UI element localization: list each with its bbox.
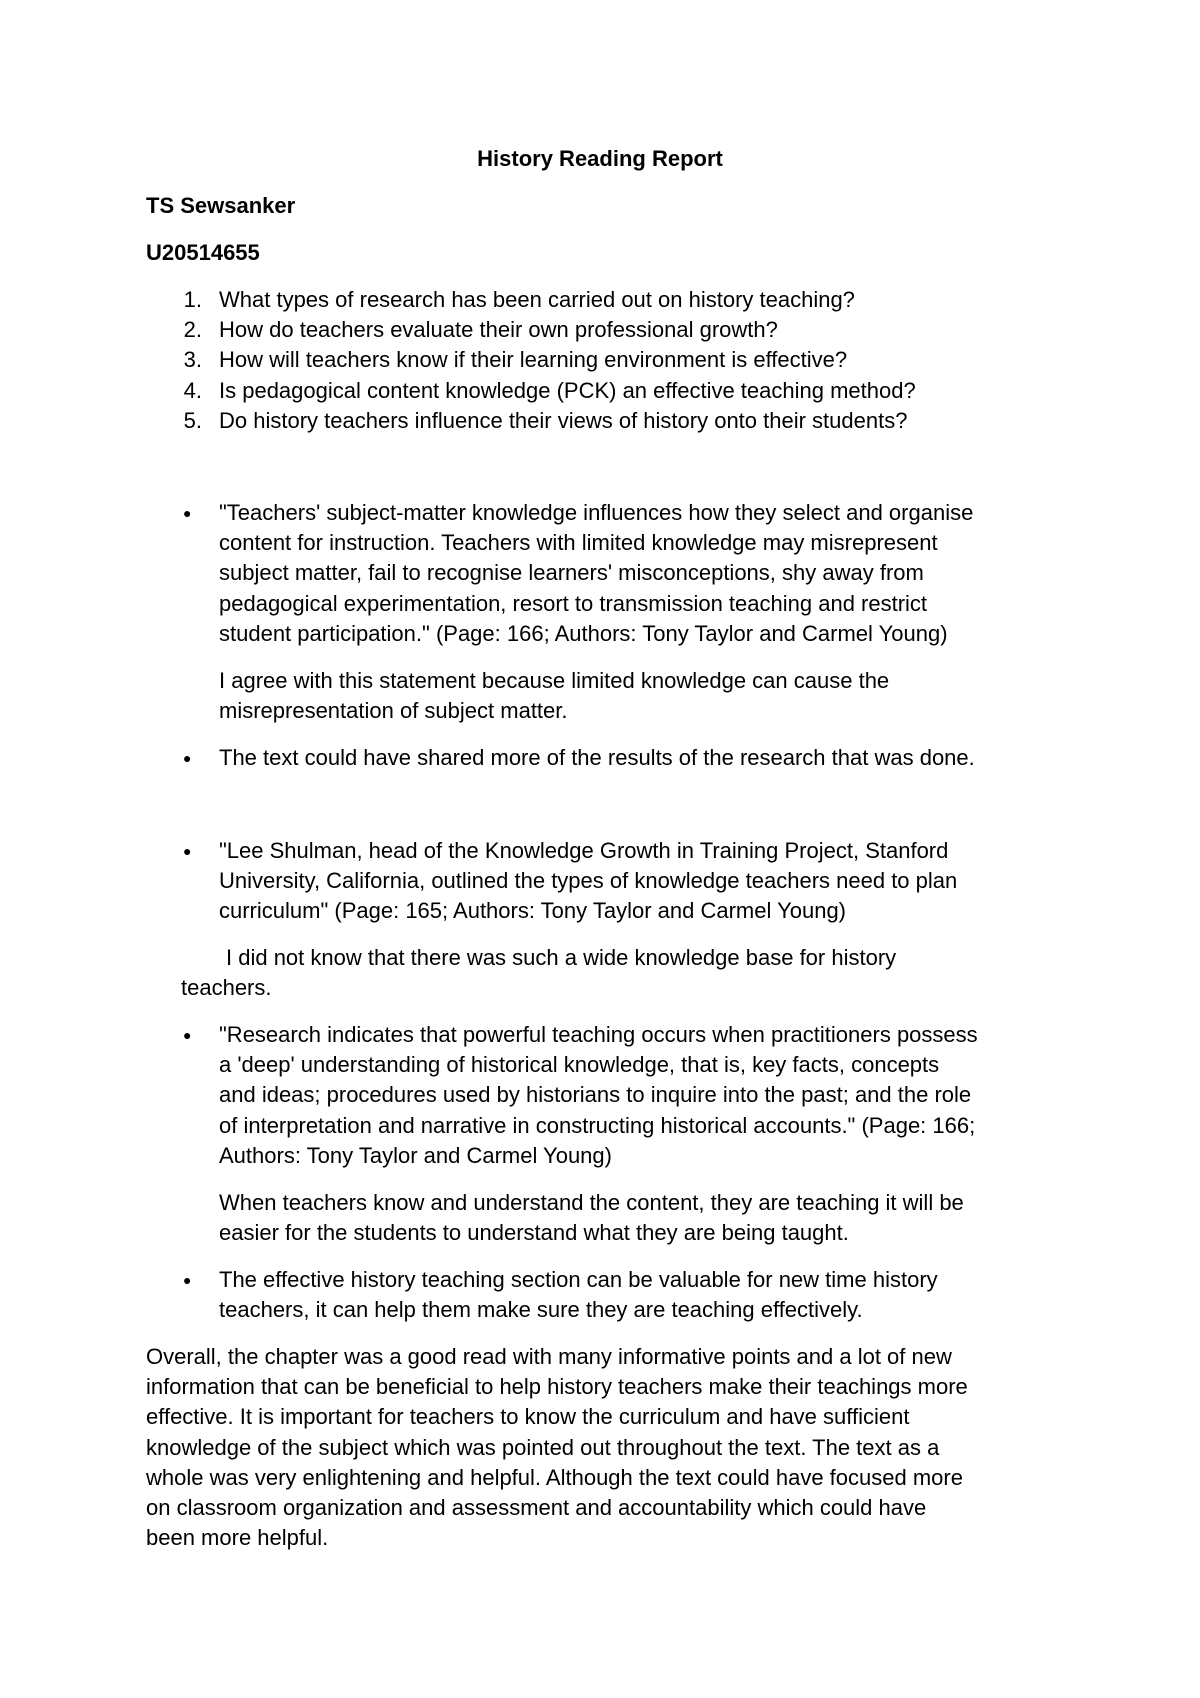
question-text: How will teachers know if their learning environment is effective? <box>219 347 848 372</box>
bullet-icon: ● <box>183 1027 192 1043</box>
page-title: History Reading Report <box>477 146 723 171</box>
question-text: Do history teachers influence their views of history onto their students? <box>219 408 908 433</box>
quote-line: subject matter, fail to recognise learners' misconceptions, shy away from <box>219 560 924 586</box>
question-text: Is pedagogical content knowledge (PCK) an effective teaching method? <box>219 378 916 403</box>
question-text: What types of research has been carried out on history teaching? <box>219 287 855 312</box>
question-number: 2. <box>183 317 202 342</box>
question-number: 3. <box>183 347 202 372</box>
bullet-icon: ● <box>183 1272 192 1288</box>
quote-block <box>219 836 957 927</box>
conclusion-line: whole was very enlightening and helpful. Although the text could have focused more <box>146 1464 963 1490</box>
student-number: U20514655 <box>146 240 260 265</box>
question-text: How do teachers evaluate their own professional growth? <box>219 317 778 342</box>
quote-line: "Teachers' subject-matter knowledge influences how they select and organise <box>219 500 974 525</box>
response-line: When teachers know and understand the content, they are teaching it will be <box>219 1190 964 1215</box>
conclusion-line: Overall, the chapter was a good read with many informative points and a lot of new <box>146 1344 952 1369</box>
quote-line: a 'deep' understanding of historical knowledge, that is, key facts, concepts <box>219 1052 940 1078</box>
bullet-icon: ● <box>183 505 192 521</box>
quote-line: "Lee Shulman, head of the Knowledge Growth in Training Project, Stanford <box>219 838 949 863</box>
conclusion-line: effective. It is important for teachers to know the curriculum and have sufficient <box>146 1404 910 1430</box>
quote-response <box>219 666 889 726</box>
conclusion-line: been more helpful. <box>146 1525 329 1551</box>
conclusion-line: information that can be beneficial to help history teachers make their teachings more <box>146 1374 968 1400</box>
critique-line: The effective history teaching section can be valuable for new time history <box>219 1267 938 1292</box>
critique-text: The text could have shared more of the results of the research that was done. <box>219 745 975 770</box>
author-name: TS Sewsanker <box>146 193 296 218</box>
quote-line: student participation." (Page: 166; Authors: Tony Taylor and Carmel Young) <box>219 620 948 646</box>
quote-line: University, California, outlined the types of knowledge teachers need to plan <box>219 868 958 894</box>
conclusion-paragraph <box>146 1342 968 1553</box>
quote-line: pedagogical experimentation, resort to transmission teaching and restrict <box>219 590 928 616</box>
response-line: misrepresentation of subject matter. <box>219 698 568 724</box>
question-number: 4. <box>183 378 202 403</box>
bullet-icon: ● <box>183 843 192 859</box>
question-number: 1. <box>183 287 202 312</box>
quote-block <box>219 1020 978 1171</box>
quote-line: of interpretation and narrative in constructing historical accounts." (Page: 166; <box>219 1112 976 1138</box>
conclusion-line: knowledge of the subject which was pointed out throughout the text. The text as a <box>146 1434 940 1460</box>
quote-line: Authors: Tony Taylor and Carmel Young) <box>219 1142 612 1168</box>
quote-line: curriculum" (Page: 165; Authors: Tony Taylor and Carmel Young) <box>219 898 847 924</box>
critique-block <box>219 1265 938 1325</box>
quote-block <box>219 498 973 649</box>
question-number: 5. <box>183 408 202 433</box>
response-line: I agree with this statement because limited knowledge can cause the <box>219 668 890 693</box>
conclusion-line: on classroom organization and assessment and accountability which could have <box>146 1495 927 1521</box>
response-line: I did not know that there was such a wide knowledge base for history <box>226 945 897 970</box>
critique-line: teachers, it can help them make sure they are teaching effectively. <box>219 1297 863 1323</box>
quote-response <box>219 1188 964 1248</box>
response-line: easier for the students to understand what they are being taught. <box>219 1220 849 1246</box>
response-line: teachers. <box>181 975 272 1000</box>
quote-line: and ideas; procedures used by historians to inquire into the past; and the role <box>219 1082 972 1108</box>
quote-line: "Research indicates that powerful teaching occurs when practitioners possess <box>219 1022 978 1047</box>
quote-line: content for instruction. Teachers with limited knowledge may misrepresent <box>219 530 938 556</box>
bullet-icon: ● <box>183 750 192 766</box>
